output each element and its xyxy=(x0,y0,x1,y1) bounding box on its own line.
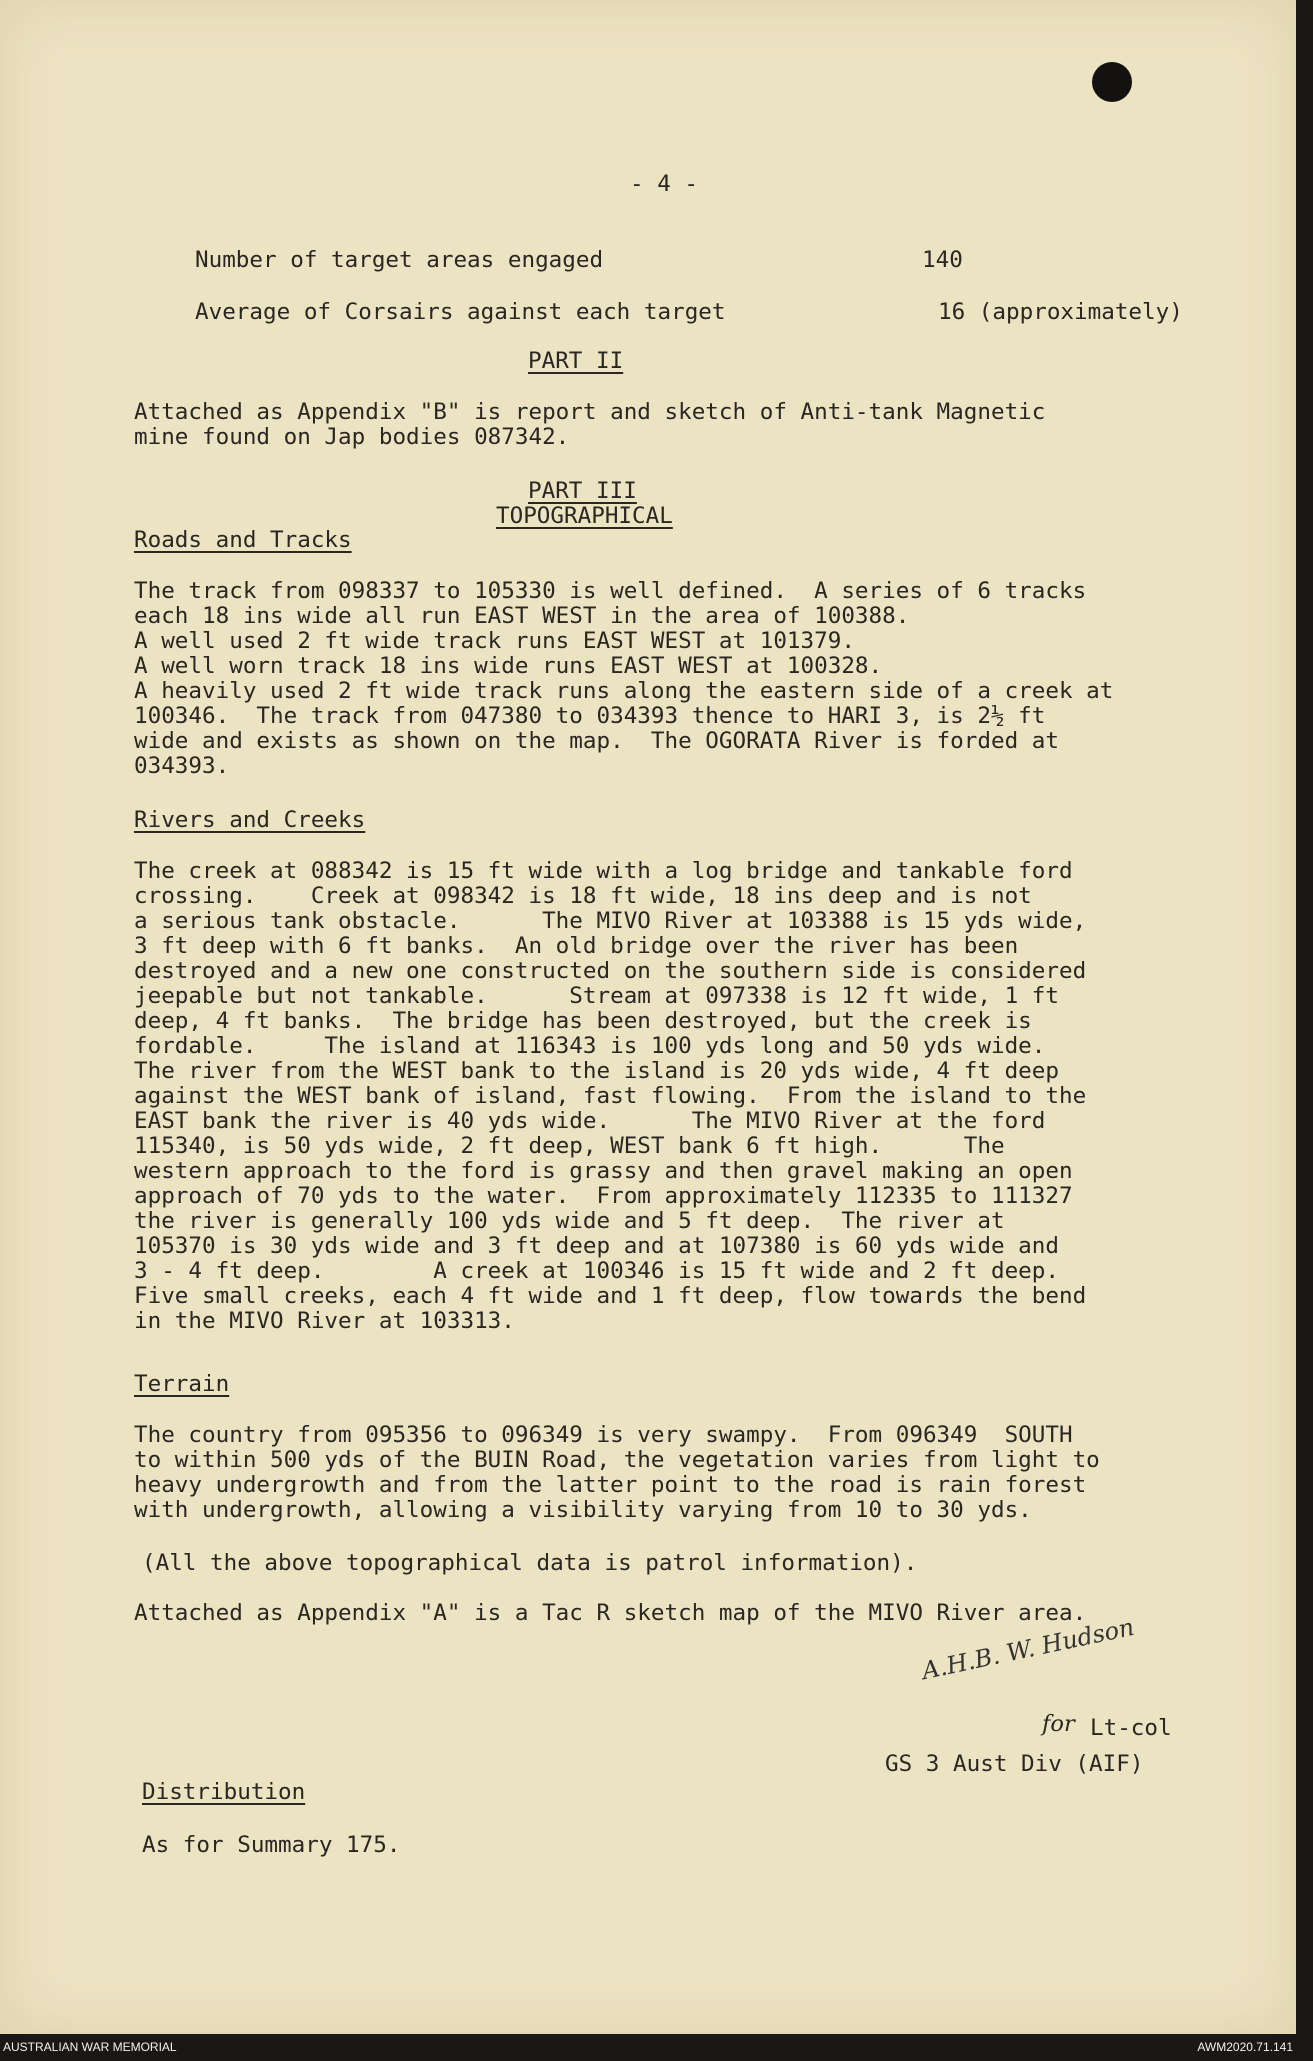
signature-unit: GS 3 Aust Div (AIF) xyxy=(885,1751,1144,1777)
appendix-a-note: Attached as Appendix "A" is a Tac R sketch map of the MIVO River area. xyxy=(134,1600,1087,1626)
part3-heading: PART III xyxy=(528,478,637,504)
part2-body: Attached as Appendix "B" is report and sketch of Anti-tank Magnetic mine found on Jap bodies 087342. xyxy=(134,399,1046,450)
stat-value-target-areas: 140 xyxy=(922,247,963,273)
roads-body: The track from 098337 to 105330 is well defined. A series of 6 tracks each 18 ins wide all run EAST WEST in the area of 100388. A well used 2 ft wide track runs EAST WEST at 101379. A well worn track 18 ins wide runs EAST WEST at 100328. A heavily used 2 ft wide track runs along the eastern side of a creek at 100346. The track from 047380 to 034393 thence to HARI 3, is 2½ ft wide and exists as shown on the map. The OGORATA River is forded at 034393. xyxy=(134,578,1114,779)
distribution-heading: Distribution xyxy=(142,1779,306,1805)
archive-footer-right: AWM2020.71.141 xyxy=(1197,2040,1293,2054)
distribution-body: As for Summary 175. xyxy=(142,1832,401,1858)
rivers-body: The creek at 088342 is 15 ft wide with a log bridge and tankable ford crossing. Creek at 098342 is 18 ft wide, 18 ins deep and is not a serious tank obstacle. The MIVO River at 103388 is 15 yds wide, 3 ft deep with 6 ft banks. An old bridge over the river has been destroyed and a new one constructed on the southern side is considered jeepable but not tankable. Stream at 097338 is 12 ft wide, 1 ft deep, 4 ft banks. The bridge has been destroyed, but the creek is fordable. The island at 116343 is 100 yds long and 50 yds wide. The river from the WEST bank to the island is 20 yds wide, 4 ft deep against the WEST bank of island, fast flowing. From the island to the EAST bank the river is 40 yds wide. The MIVO River at the ford 115340, is 50 yds wide, 2 ft deep, WEST bank 6 ft high. The western approach to the ford is grassy and then gravel making an open approach of 70 yds to the water. From approximately 112335 to 111327 the river is generally 100 yds wide and 5 ft deep. The river at 105370 is 30 yds wide and 3 ft deep and at 107380 is 60 yds wide and 3 - 4 ft deep. A creek at 100346 is 15 ft wide and 2 ft deep. Five small creeks, each 4 ft wide and 1 ft deep, flow towards the bend in the MIVO River at 103313. xyxy=(134,858,1087,1334)
terrain-heading: Terrain xyxy=(134,1371,230,1397)
signature-rank: Lt-col xyxy=(1090,1715,1172,1741)
terrain-note: (All the above topographical data is patrol information). xyxy=(142,1550,918,1576)
terrain-body: The country from 095356 to 096349 is very swampy. From 096349 SOUTH to within 500 yds of the BUIN Road, the vegetation varies from light to heavy undergrowth and from the latter point to the road is rain forest with undergrowth, allowing a visibility varying from 10 to 30 yds. xyxy=(134,1422,1100,1523)
archive-footer-left: AUSTRALIAN WAR MEMORIAL xyxy=(3,2040,177,2054)
stat-label-target-areas: Number of target areas engaged xyxy=(195,247,604,273)
stat-value-corsairs: 16 (approximately) xyxy=(938,299,1183,325)
page-number: - 4 - xyxy=(630,171,699,197)
punch-hole xyxy=(1092,62,1132,102)
stat-label-corsairs: Average of Corsairs against each target xyxy=(195,299,726,325)
handwritten-signature: A.H.B. W. Hudson xyxy=(919,1612,1137,1686)
roads-heading: Roads and Tracks xyxy=(134,527,352,553)
part2-heading: PART II xyxy=(528,348,624,374)
part3-subheading: TOPOGRAPHICAL xyxy=(496,503,673,529)
rivers-heading: Rivers and Creeks xyxy=(134,807,366,833)
signature-for: for xyxy=(1042,1711,1075,1737)
